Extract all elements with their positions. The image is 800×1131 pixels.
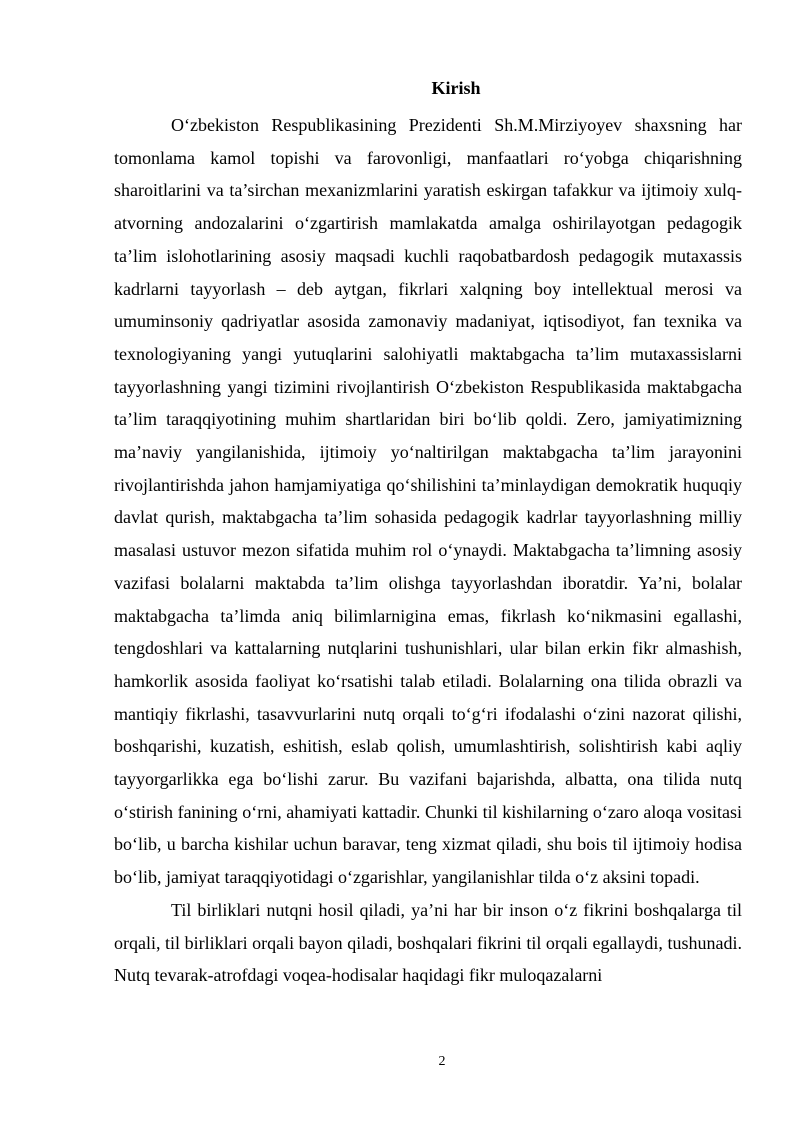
paragraph: Til birliklari nutqni hosil qiladi, ya’ni har bir inson o‘z fikrini boshqalarga til orqali, til birliklari orqali bayon qiladi, boshqalari fikrini til orqali egallaydi, tushunadi. Nutq tevarak-atrofdagi voqea-hodisalar haqidagi fikr muloqazalarni bbox=[114, 899, 742, 986]
page-number: 2 bbox=[438, 1054, 446, 1069]
paragraph: O‘zbekiston Respublikasining Prezidenti Sh.M.Mirziyoyev shaxsning har tomonlama kamol topishi va farovonligi, manfaatlari ro‘yobga chiqarishning sharoitlarini va ta’sirchan mexanizmlarini yaratish eskirgan tafakkur va ijtimoiy xulq-atvorning andozalarini o‘zgartirish mamlakatda amalga oshirilayotgan pedagogik ta’lim islohotlarining asosiy maqsadi kuchli raqobatbardosh pedagogik mutaxassis kadrlarni tayyorlash – deb aytgan, fikrlari xalqning boy intellektual merosi va umuminsoniy qadriyatlar asosida zamonaviy madaniyat, iqtisodiyot, fan texnika va texnologiyaning yangi yutuqlarini salohiyatli maktabgacha ta’lim mutaxassislarni tayyorlashning yangi tizimini rivojlantirish O‘zbekiston Respublikasida maktabgacha ta’lim taraqqiyotining muhim shartlaridan biri bo‘lib qoldi. Zero, jamiyatimizning ma’naviy yangilanishida, ijtimoiy yo‘naltirilgan maktabgacha ta’lim jarayonini rivojlantirishda jahon hamjamiyatiga qo‘shilishini ta’minlaydigan demokratik huquqiy davlat qurish, maktabgacha ta’lim sohasida pedagogik kadrlar tayyorlashning milliy masalasi ustuvor mezon sifatida muhim rol o‘ynaydi. Maktabgacha ta’limning asosiy vazifasi bolalarni maktabda ta’lim olishga tayyorlashdan iboratdir. Ya’ni, bolalar maktabgacha ta’limda aniq bilimlarnigina emas, fikrlash ko‘nikmasini egallashi, tengdoshlari va kattalarning nutqlarini tushunishlari, ular bilan erkin fikr almashish, hamkorlik asosida faoliyat ko‘rsatishi talab etiladi. Bolalarning ona tilida obrazli va mantiqiy fikrlashi, tasavvurlarini nutq orqali to‘g‘ri ifodalashi o‘zini nazorat qilishi, boshqarishi, kuzatish, eshitish, eslab qolish, umumlashtirish, solishtirish kabi aqliy tayyorgarlikka ega bo‘lishi zarur. Bu vazifani bajarishda, albatta, ona tilida nutq o‘stirish fanining o‘rni, ahamiyati kattadir. Chunki til kishilarning o‘zaro aloqa vositasi bo‘lib, u barcha kishilar uchun baravar, teng xizmat qiladi, shu bois til ijtimoiy hodisa bo‘lib, jamiyat taraqqiyotidagi o‘zgarishlar, yangilanishlar tilda o‘z aksini topadi. bbox=[114, 115, 742, 888]
body-text bbox=[114, 109, 742, 992]
section-title: Kirish bbox=[431, 78, 481, 98]
